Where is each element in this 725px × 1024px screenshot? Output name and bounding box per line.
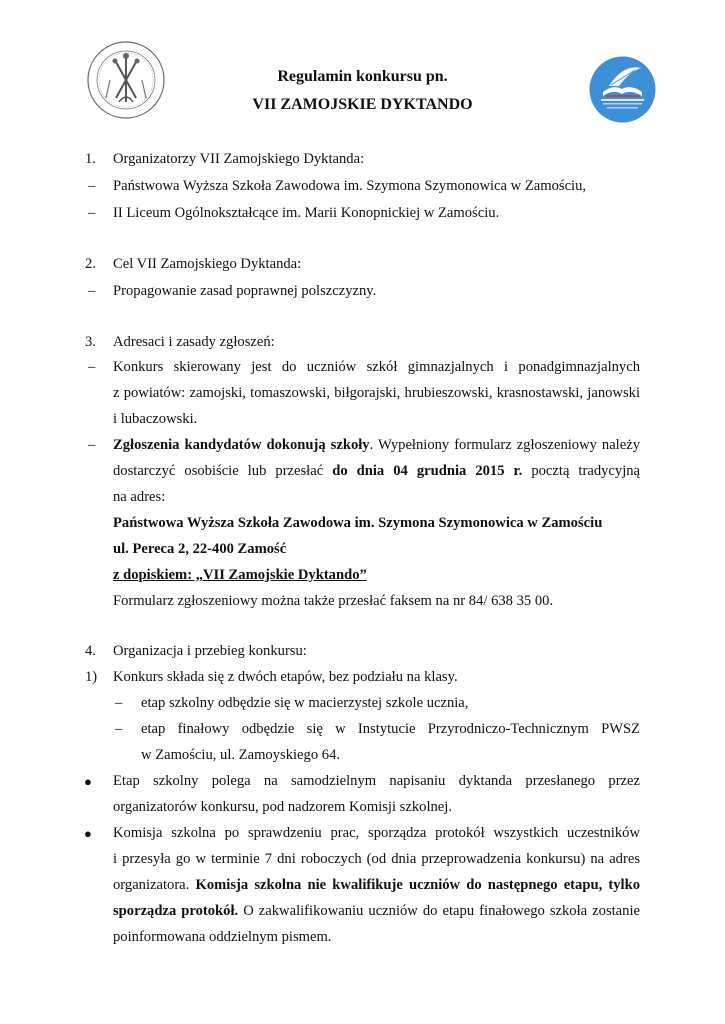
section-number: 2. <box>85 256 96 272</box>
dash-marker: – <box>88 359 96 375</box>
paragraph-line <box>113 876 640 894</box>
address-note: z dopiskiem: „VII Zamojskie Dyktando” <box>113 567 367 583</box>
text: O zakwalifikowaniu uczniów do etapu finałowego szkoła zostanie <box>238 903 640 919</box>
address-line: Państwowa Wyższa Szkoła Zawodowa im. Szymona Szymonowica w Zamościu <box>113 515 603 531</box>
paragraph-line <box>113 902 640 920</box>
list-item: II Liceum Ogólnokształcące im. Marii Konopnickiej w Zamościu. <box>113 205 500 221</box>
bold-text: Zgłoszenia kandydatów dokonują szkoły <box>113 437 370 453</box>
section-heading: Organizacja i przebieg konkursu: <box>113 643 307 659</box>
deadline-date: do dnia 04 grudnia 2015 r. <box>332 463 523 479</box>
section-number: 1. <box>85 151 96 167</box>
point-number: 1) <box>85 669 98 685</box>
paragraph-line: Komisja szkolna po sprawdzeniu prac, sporządza protokół wszystkich uczestników <box>113 825 640 841</box>
text: pocztą tradycyjną <box>522 463 641 479</box>
text: organizatora. <box>113 877 196 893</box>
paragraph-line: Konkurs składa się z dwóch etapów, bez podziału na klasy. <box>113 669 458 685</box>
section-heading: Adresaci i zasady zgłoszeń: <box>113 334 275 350</box>
sub-list-item: etap finałowy odbędzie się w Instytucie Przyrodniczo-Technicznym PWSZ <box>141 721 640 737</box>
bold-text: Komisja szkolna nie kwalifikuje uczniów do następnego etapu, tylko <box>195 877 640 893</box>
paragraph-line: organizatorów konkursu, pod nadzorem Komisji szkolnej. <box>113 799 452 815</box>
list-item: Propagowanie zasad poprawnej polszczyzny. <box>113 283 377 299</box>
dash-marker: – <box>115 721 123 737</box>
list-item: Państwowa Wyższa Szkoła Zawodowa im. Szymona Szymonowica w Zamościu, <box>113 178 587 194</box>
dash-marker: – <box>88 283 96 299</box>
sub-list-item: w Zamościu, ul. Zamoyskiego 64. <box>141 747 341 763</box>
paragraph-line: Konkurs skierowany jest do uczniów szkół gimnazjalnych i ponadgimnazjalnych <box>113 359 640 375</box>
paragraph-line: z powiatów: zamojski, tomaszowski, biłgorajski, hrubieszowski, krasnostawski, janowski <box>113 385 640 401</box>
paragraph-line: i lubaczowski. <box>113 411 198 427</box>
bullet-marker: ● <box>84 774 92 789</box>
section-heading: Cel VII Zamojskiego Dyktanda: <box>113 256 302 272</box>
dash-marker: – <box>115 695 123 711</box>
paragraph-line: poinformowana oddzielnym pismem. <box>113 929 332 945</box>
section-number: 3. <box>85 334 96 350</box>
paragraph-line: i przesyła go w terminie 7 dni roboczych (od dnia przeprowadzenia konkursu) na adres <box>113 851 640 867</box>
address-line: ul. Pereca 2, 22-400 Zamość <box>113 541 287 557</box>
bold-text: sporządza protokół. <box>113 903 239 919</box>
page-subtitle: VII ZAMOJSKIE DYKTANDO <box>252 96 473 113</box>
dash-marker: – <box>88 437 96 453</box>
sub-list-item: etap szkolny odbędzie się w macierzystej szkole ucznia, <box>141 695 469 711</box>
fax-info: Formularz zgłoszeniowy można także przesłać faksem na nr 84/ 638 35 00. <box>113 593 554 609</box>
section-number: 4. <box>85 643 96 659</box>
section-heading: Organizatorzy VII Zamojskiego Dyktanda: <box>113 151 365 167</box>
paragraph-line <box>113 462 640 480</box>
paragraph-line: na adres: <box>113 489 166 505</box>
page-title: Regulamin konkursu pn. <box>277 68 448 85</box>
dash-marker: – <box>88 178 96 194</box>
dash-marker: – <box>88 205 96 221</box>
text: dostarczyć osobiście lub przesłać <box>113 463 333 479</box>
bullet-marker: ● <box>84 826 92 841</box>
paragraph-line: Etap szkolny polega na samodzielnym napisaniu dyktanda przesłanego przez <box>113 773 640 789</box>
paragraph-line <box>113 436 640 454</box>
text: . Wypełniony formularz zgłoszeniowy należy <box>369 437 640 453</box>
